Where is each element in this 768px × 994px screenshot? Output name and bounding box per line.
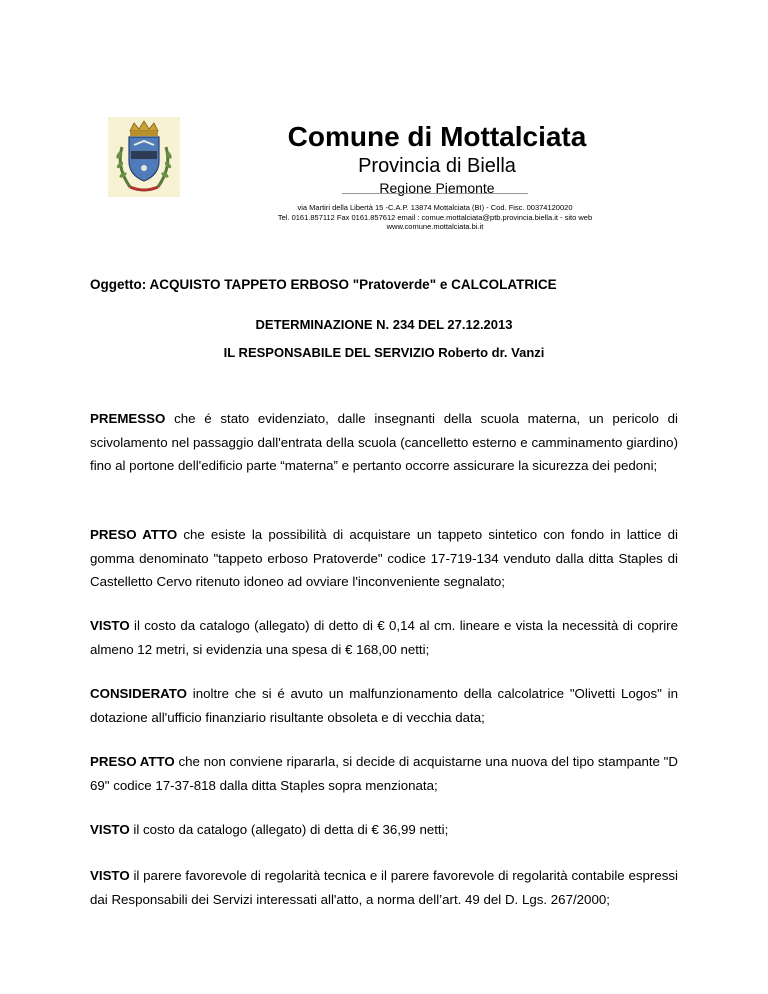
determination-number: DETERMINAZIONE N. 234 DEL 27.12.2013 xyxy=(255,317,513,332)
paragraph-lead: CONSIDERATO xyxy=(90,686,188,701)
paragraph-lead: VISTO xyxy=(90,822,130,837)
paragraph-text: il costo da catalogo (allegato) di detta di € 36,99 netti; xyxy=(129,822,449,837)
paragraph-text: il parere favorevole di regolarità tecnica e il parere favorevole di regolarità contabile espressi dai Responsabili dei Servizi interessati all'atto, a norma dell’art. 49 del D. Lgs. 267/2000; xyxy=(90,868,678,907)
paragraph-lead: PREMESSO xyxy=(90,411,166,426)
municipality-name: Comune di Mottalciata xyxy=(287,121,587,152)
paragraph-visto-3 xyxy=(90,864,678,911)
contact-phone-email: Tel. 0161.857112 Fax 0161.857612 email : comue.mottalciata@ptb.provincia.biella.it - sito web xyxy=(277,212,593,222)
paragraph-premesso xyxy=(90,407,678,478)
header-divider xyxy=(342,193,528,194)
paragraph-text: inoltre che si é avuto un malfunzionamento della calcolatrice "Olivetti Logos" in dotazione all'ufficio finanziario risultante obsoleta e di vecchia data; xyxy=(90,686,678,725)
paragraph-text: che esiste la possibilità di acquistare un tappeto sintetico con fondo in lattice di gomma denominato "tappeto erboso Pratoverde" codice 17-719-134 venduto dalla ditta Staples di Castelletto Cervo ritenuto idoneo ad ovviare l'inconveniente segnalato; xyxy=(90,527,679,589)
responsible-name: Roberto dr. Vanzi xyxy=(438,345,545,360)
contact-info xyxy=(200,203,670,232)
paragraph-lead: PRESO ATTO xyxy=(90,527,178,542)
paragraph-visto-1 xyxy=(90,614,678,661)
responsible-label: IL RESPONSABILE DEL SERVIZIO xyxy=(223,345,435,360)
paragraph-preso-atto-2 xyxy=(90,750,678,797)
paragraph-lead: VISTO xyxy=(90,618,130,633)
paragraph-visto-2 xyxy=(90,818,678,842)
paragraph-preso-atto-1 xyxy=(90,523,678,594)
contact-address: via Martiri della Libertà 15 -C.A.P. 13874 Mottalciata (BI) - Cod. Fisc. 00374120020 xyxy=(297,203,573,212)
paragraph-lead: VISTO xyxy=(90,868,130,883)
coat-of-arms-icon xyxy=(108,117,180,197)
paragraph-lead: PRESO ATTO xyxy=(90,754,175,769)
paragraph-text: il costo da catalogo (allegato) di detto di € 0,14 al cm. lineare e vista la necessità di coprire almeno 12 metri, si evidenzia una spesa di € 168,00 netti; xyxy=(90,618,678,657)
paragraph-text: che non conviene ripararla, si decide di acquistarne una nuova del tipo stampante "D 69" codice 17-37-818 dalla ditta Staples sopra menzionata; xyxy=(90,754,678,793)
subject-line: Oggetto: ACQUISTO TAPPETO ERBOSO "Pratoverde" e CALCOLATRICE xyxy=(90,277,557,292)
paragraph-considerato xyxy=(90,682,678,729)
region-name: Regione Piemonte xyxy=(379,180,495,196)
paragraph-text: che é stato evidenziato, dalle insegnanti della scuola materna, un pericolo di scivolamento nel passaggio dall'entrata della scuola (cancelletto esterno e camminamento giardino) fino al portone dell'edificio parte “materna” e pertanto occorre assicurare la sicurezza dei pedoni; xyxy=(90,411,678,473)
province-name: Provincia di Biella xyxy=(358,155,516,177)
contact-website: www.comune.mottalciata.bi.it xyxy=(386,222,484,231)
letterhead xyxy=(240,121,634,197)
responsible-line xyxy=(0,345,768,360)
